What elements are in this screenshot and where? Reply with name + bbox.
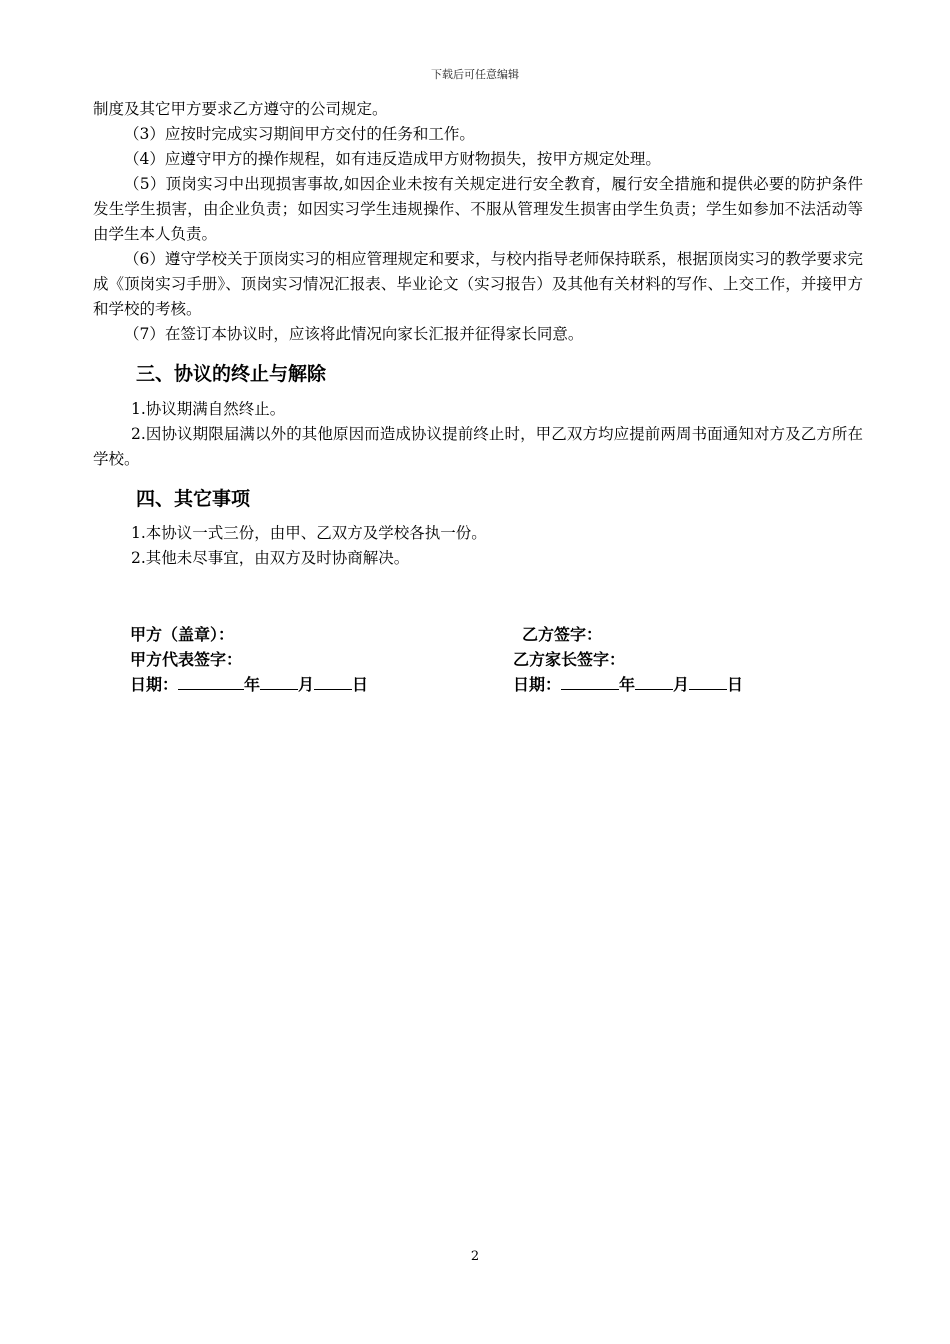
paragraph-intro: 制度及其它甲方要求乙方遵守的公司规定。 xyxy=(93,100,388,118)
day-blank[interactable] xyxy=(314,675,352,690)
section3-item-1: 1.协议期满自然终止。 xyxy=(131,400,286,418)
paragraph-item-6: （6）遵守学校关于顶岗实习的相应管理规定和要求，与校内指导老师保持联系，根据顶岗实习的教学要求完成《顶岗实习手册》、顶岗实习情况汇报表、毕业论文（实习报告）及其他有关材料的写作、上交工作，并接甲方和学校的考核。 xyxy=(93,250,863,318)
paragraph-item-4: （4）应遵守甲方的操作规程，如有违反造成甲方财物损失，按甲方规定处理。 xyxy=(124,150,661,168)
section4-item-1: 1.本协议一式三份，由甲、乙双方及学校各执一份。 xyxy=(131,524,487,542)
year-blank[interactable] xyxy=(178,675,244,690)
section4-body xyxy=(93,521,863,571)
party-b-parent-label: 乙方家长签字： xyxy=(513,650,626,669)
party-b-date-line xyxy=(513,672,743,695)
month-blank[interactable] xyxy=(635,675,673,690)
day-label: 日 xyxy=(727,675,744,694)
paragraph-item-7: （7）在签订本协议时，应该将此情况向家长汇报并征得家长同意。 xyxy=(124,325,584,343)
paragraph-item-3: （3）应按时完成实习期间甲方交付的任务和工作。 xyxy=(124,125,475,143)
month-label: 月 xyxy=(673,675,690,694)
date-label: 日期： xyxy=(513,675,562,694)
paragraph-item-5: （5）顶岗实习中出现损害事故,如因企业未按有关规定进行安全教育，履行安全措施和提供必要的防护条件发生学生损害，由企业负责；如因实习学生违规操作、不服从管理发生损害由学生负责；学生如参加不法活动等由学生本人负责。 xyxy=(93,175,863,243)
section4-heading: 四、其它事项 xyxy=(136,488,251,510)
party-b-sign-label: 乙方签字： xyxy=(522,625,603,644)
month-label: 月 xyxy=(298,675,315,694)
section3-heading: 三、协议的终止与解除 xyxy=(136,363,327,385)
year-blank[interactable] xyxy=(561,675,619,690)
page-header-note: 下载后可任意编辑 xyxy=(431,68,519,81)
year-label: 年 xyxy=(619,675,636,694)
date-label: 日期： xyxy=(130,675,179,694)
page-number: 2 xyxy=(470,1249,480,1264)
section4-item-2: 2.其他未尽事宜，由双方及时协商解决。 xyxy=(131,549,410,567)
party-a-rep-label: 甲方代表签字： xyxy=(130,650,243,669)
party-a-date-line xyxy=(130,672,368,695)
section3-body xyxy=(93,397,863,472)
month-blank[interactable] xyxy=(260,675,298,690)
section3-item-2: 2.因协议期限届满以外的其他原因而造成协议提前终止时，甲乙双方均应提前两周书面通知对方及乙方所在学校。 xyxy=(93,425,863,468)
day-label: 日 xyxy=(352,675,369,694)
day-blank[interactable] xyxy=(689,675,727,690)
section2-continued-text xyxy=(93,97,863,347)
year-label: 年 xyxy=(244,675,261,694)
party-a-seal-label: 甲方（盖章）： xyxy=(130,625,235,644)
